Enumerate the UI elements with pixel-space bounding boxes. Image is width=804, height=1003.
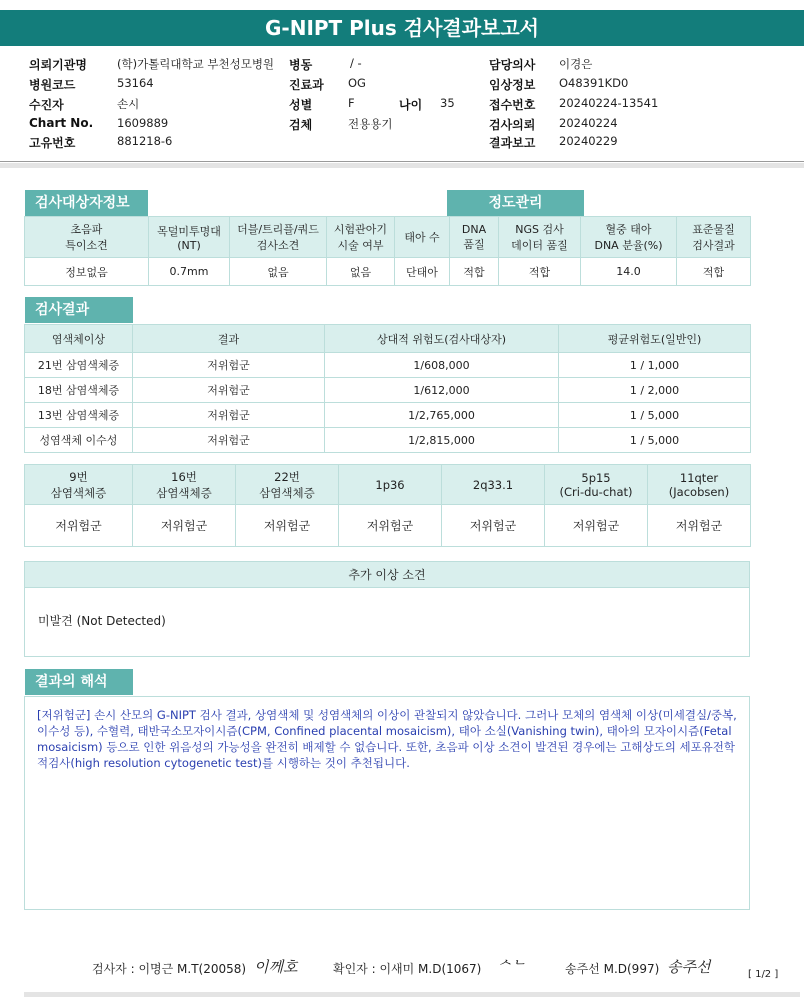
- subject-header-cell: DNA 품질: [450, 217, 499, 258]
- micro-header-cell: 11qter (Jacobsen): [648, 465, 751, 505]
- additional-findings-text: 미발견 (Not Detected): [38, 614, 166, 628]
- report-date-label: 결과보고: [489, 136, 536, 150]
- microdeletion-table: [24, 464, 751, 547]
- specimen-label: 검체: [289, 118, 313, 132]
- subject-value-cell: 없음: [230, 258, 327, 286]
- subject-value-cell: 정보없음: [25, 258, 149, 286]
- results-table: [24, 324, 751, 453]
- additional-findings-title: 추가 이상 소견: [25, 562, 749, 588]
- micro-value-cell: 저위험군: [236, 505, 339, 547]
- qc-tab: 정도관리: [447, 190, 584, 216]
- unique-no: 881218-6: [117, 134, 173, 148]
- micro-header-cell: 22번 삼염색체증: [236, 465, 339, 505]
- results-cell: 1/2,765,000: [325, 403, 559, 428]
- subject-value-row: [25, 258, 751, 286]
- subject-info-table: [24, 216, 751, 286]
- subject-value-cell: 적합: [499, 258, 581, 286]
- footer-separator: [24, 992, 800, 997]
- attending: 이경은: [559, 57, 593, 71]
- request-date-label: 검사의뢰: [489, 118, 536, 132]
- table-row: [25, 353, 751, 378]
- micro-header-cell: 9번 삼염색체증: [25, 465, 133, 505]
- micro-header-row: [25, 465, 751, 505]
- confirmer-signature: ᄉᄂ: [496, 958, 525, 976]
- chart-no: 1609889: [117, 116, 169, 130]
- requesting-institution-label: 의뢰기관명: [29, 58, 87, 72]
- table-row: [25, 403, 751, 428]
- age: 35: [440, 96, 455, 110]
- micro-header-cell: 2q33.1: [442, 465, 545, 505]
- micro-value-cell: 저위험군: [339, 505, 442, 547]
- subject-header-cell: 태아 수: [395, 217, 450, 258]
- attending-label: 담당의사: [489, 58, 536, 72]
- results-cell: 1 / 2,000: [559, 378, 751, 403]
- results-cell: 1/608,000: [325, 353, 559, 378]
- results-cell: 저위험군: [133, 403, 325, 428]
- results-header-row: [25, 325, 751, 353]
- page-number: [ 1/2 ]: [748, 969, 779, 980]
- results-header-cell: 염색체이상: [25, 325, 133, 353]
- subject-value-cell: 0.7mm: [149, 258, 230, 286]
- results-cell: 1 / 1,000: [559, 353, 751, 378]
- patient-name: 손시: [117, 97, 140, 111]
- results-cell: 1 / 5,000: [559, 428, 751, 453]
- tester: 검사자 : 이명근 M.T(20058): [92, 962, 247, 976]
- age-label: 나이: [399, 98, 423, 112]
- receipt-no-label: 접수번호: [489, 98, 536, 112]
- subject-info-tab: 검사대상자정보: [25, 190, 148, 216]
- confirmer: 확인자 : 이새미 M.D(1067): [333, 962, 482, 976]
- subject-header-cell: 표준물질 검사결과: [677, 217, 751, 258]
- micro-value-cell: 저위험군: [133, 505, 236, 547]
- results-cell: 저위험군: [133, 353, 325, 378]
- results-cell: 21번 삼염색체증: [25, 353, 133, 378]
- results-cell: 저위험군: [133, 428, 325, 453]
- patient-info-section: [0, 50, 804, 162]
- micro-header-cell: 5p15 (Cri-du-chat): [545, 465, 648, 505]
- chart-no-label: Chart No.: [29, 116, 94, 130]
- section-separator: [0, 163, 804, 168]
- department-label: 진료과: [289, 78, 324, 92]
- receipt-no: 20240224-13541: [559, 96, 659, 110]
- micro-header-cell: 16번 삼염색체증: [133, 465, 236, 505]
- hospital-code: 53164: [117, 76, 154, 90]
- unique-no-label: 고유번호: [29, 136, 76, 150]
- subject-header-cell: 초음파 특이소견: [25, 217, 149, 258]
- micro-value-cell: 저위험군: [442, 505, 545, 547]
- approver: 송주선 M.D(997): [565, 962, 660, 976]
- subject-header-cell: 목덜미투명대 (NT): [149, 217, 230, 258]
- sex-label: 성별: [289, 98, 313, 112]
- subject-value-cell: 14.0: [581, 258, 677, 286]
- results-cell: 13번 삼염색체증: [25, 403, 133, 428]
- table-row: [25, 428, 751, 453]
- subject-header-cell: NGS 검사 데이터 품질: [499, 217, 581, 258]
- department: OG: [348, 76, 366, 90]
- request-date: 20240224: [559, 116, 618, 130]
- micro-value-row: [25, 505, 751, 547]
- micro-value-cell: 저위험군: [648, 505, 751, 547]
- ward: / -: [350, 56, 362, 70]
- subject-header-cell: 혈중 태아 DNA 분율(%): [581, 217, 677, 258]
- report-date: 20240229: [559, 134, 618, 148]
- patient-label: 수진자: [29, 98, 64, 112]
- results-cell: 1/612,000: [325, 378, 559, 403]
- subject-header-cell: 시험관아기 시술 여부: [327, 217, 395, 258]
- subject-header-cell: 더블/트리플/쿼드 검사소견: [230, 217, 327, 258]
- hospital-code-label: 병원코드: [29, 78, 76, 92]
- ward-label: 병동: [289, 58, 313, 72]
- results-cell: 18번 삼염색체증: [25, 378, 133, 403]
- subject-value-cell: 적합: [677, 258, 751, 286]
- report-title: G-NIPT Plus 검사결과보고서: [0, 10, 804, 46]
- interpretation-tab: 결과의 해석: [25, 669, 133, 695]
- approver-signature: 송주선: [667, 958, 711, 976]
- additional-findings-box: [24, 561, 750, 657]
- sex: F: [348, 96, 355, 110]
- table-row: [25, 378, 751, 403]
- clinical-info-label: 임상정보: [489, 78, 536, 92]
- results-header-cell: 평균위험도(일반인): [559, 325, 751, 353]
- results-header-cell: 결과: [133, 325, 325, 353]
- tester-signature: 이께호: [254, 958, 298, 976]
- micro-value-cell: 저위험군: [545, 505, 648, 547]
- clinical-info: O48391KD0: [559, 76, 629, 90]
- interpretation-text: [저위험군] 손시 산모의 G-NIPT 검사 결과, 상염색체 및 성염색체의 이상이 관찰되지 않았습니다. 그러나 모체의 염색체 이상(미세결실/중복, 이수성 등), 수혈력, 태반국소모자이시즘(CPM, Confined placental mosaicism), 태아 소실(Vanishing twin), 태아의 모자이시즘(Fetal mosaicism) 등으로 인한 위음성의 가능성을 완전히 배제할 수 없습니다. 또한, 초음파 이상 소견이 발견된 경우에는 고해상도의 세포유전학적검사(high resolution cytogenetic test)를 시행하는 것이 추천됩니다.: [24, 696, 750, 910]
- results-tab: 검사결과: [25, 297, 133, 323]
- subject-value-cell: 단태아: [395, 258, 450, 286]
- results-cell: 1 / 5,000: [559, 403, 751, 428]
- micro-header-cell: 1p36: [339, 465, 442, 505]
- results-cell: 1/2,815,000: [325, 428, 559, 453]
- micro-value-cell: 저위험군: [25, 505, 133, 547]
- subject-value-cell: 없음: [327, 258, 395, 286]
- requesting-institution: (학)가톨릭대학교 부천성모병원: [117, 57, 275, 71]
- results-cell: 성염색체 이수성: [25, 428, 133, 453]
- subject-header-row: [25, 217, 751, 258]
- results-header-cell: 상대적 위험도(검사대상자): [325, 325, 559, 353]
- results-cell: 저위험군: [133, 378, 325, 403]
- specimen: 전용용기: [348, 117, 393, 131]
- subject-value-cell: 적합: [450, 258, 499, 286]
